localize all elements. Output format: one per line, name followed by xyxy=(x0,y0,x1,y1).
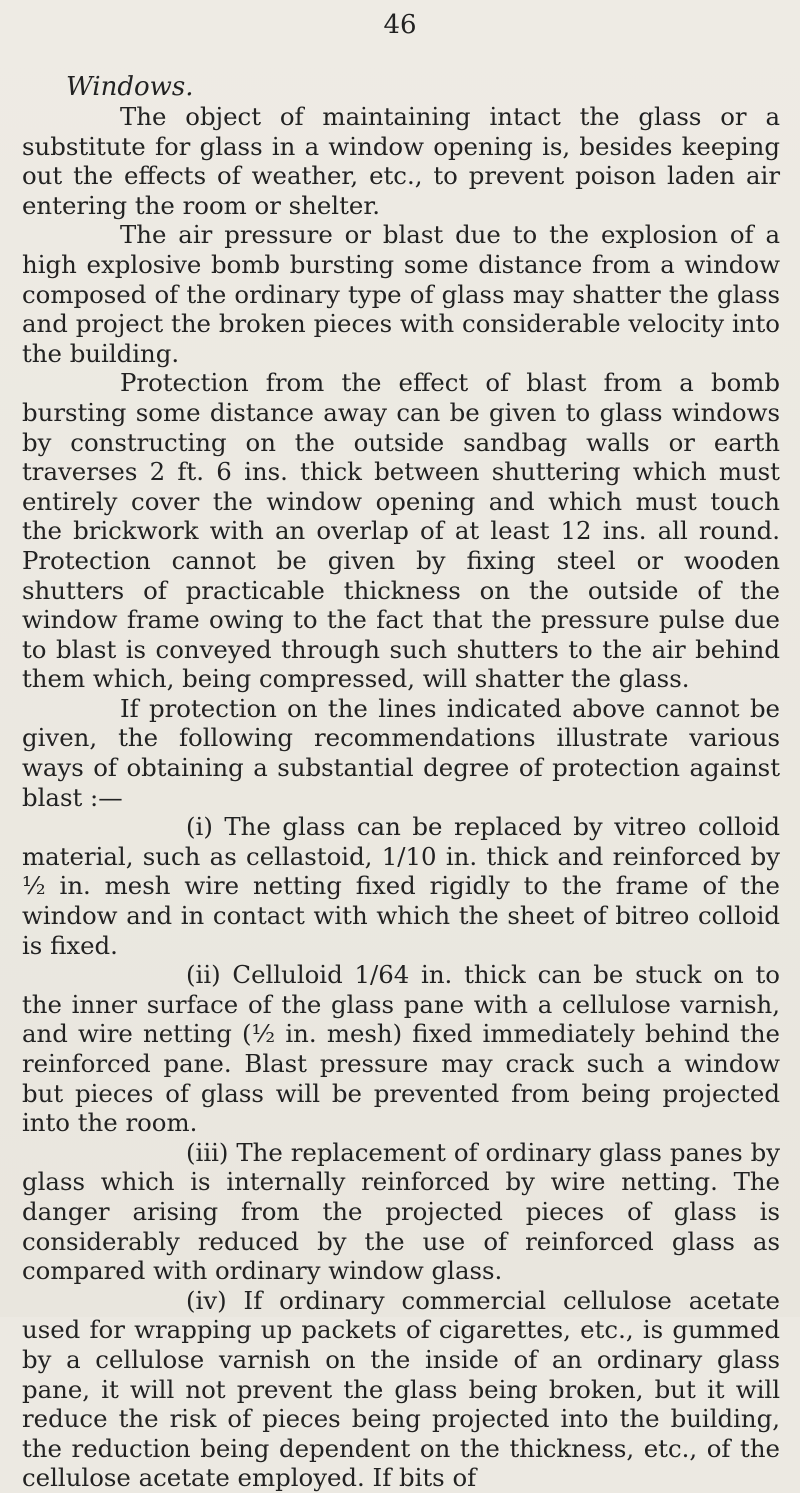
section-heading: Windows. xyxy=(66,72,194,102)
paragraph: If protection on the lines indicated above cannot be given, the following recommendations illustrate various ways of obtaining a substantial degree of protection against blast :— xyxy=(22,693,780,812)
paragraph: The object of maintaining intact the glass or a substitute for glass in a window opening is, besides keeping out the effects of weather, etc., to prevent poison laden air entering the room or shelter. xyxy=(22,102,780,220)
paragraph: Protection from the effect of blast from a bomb bursting some distance away can be given to glass windows by constructing on the outside sandbag walls or earth traverses 2 ft. 6 ins. thick between shuttering which must entirely cover the window opening and which must touch the brickwork with an overlap of at least 12 ins. all round. Protection cannot be given by fixing steel or wooden shutters of practicable thickness on the outside of the window frame owing to the fact that the pressure pulse due to blast is conveyed through such shutters to the air behind them which, being compressed, will shatter the glass. xyxy=(22,368,780,694)
page-number: 46 xyxy=(383,10,417,40)
recommendation-item: (i) The glass can be replaced by vitreo colloid material, such as cellastoid, 1/10 in. thick and reinforced by ½ in. mesh wire netting fixed rigidly to the frame of the window and in contact with which the sheet of bitreo colloid is fixed. xyxy=(22,812,780,960)
recommendation-item: (iii) The replacement of ordinary glass panes by glass which is internally reinforced by wire netting. The danger arising from the projected pieces of glass is considerably reduced by the use of reinforced glass as compared with ordinary window glass. xyxy=(22,1137,780,1286)
recommendation-item: (ii) Celluloid 1/64 in. thick can be stuck on to the inner surface of the glass pane with a cellulose varnish, and wire netting (½ in. mesh) fixed immediately behind the reinforced pane. Blast pressure may crack such a window but pieces of glass will be prevented from being projected into the room. xyxy=(22,960,780,1138)
recommendation-item: (iv) If ordinary commercial cellulose acetate used for wrapping up packets of cigarettes, etc., is gummed by a cellulose varnish on the inside of an ordinary glass pane, it will not prevent the glass being broken, but it will reduce the risk of pieces being projected into the building, the reduction being dependent on the thickness, etc., of the cellulose acetate employed. If bits of xyxy=(22,1285,780,1493)
body-text xyxy=(22,102,780,1493)
paragraph: The air pressure or blast due to the explosion of a high explosive bomb bursting some distance from a window composed of the ordinary type of glass may shatter the glass and project the broken pieces with considerable velocity into the building. xyxy=(22,220,780,368)
